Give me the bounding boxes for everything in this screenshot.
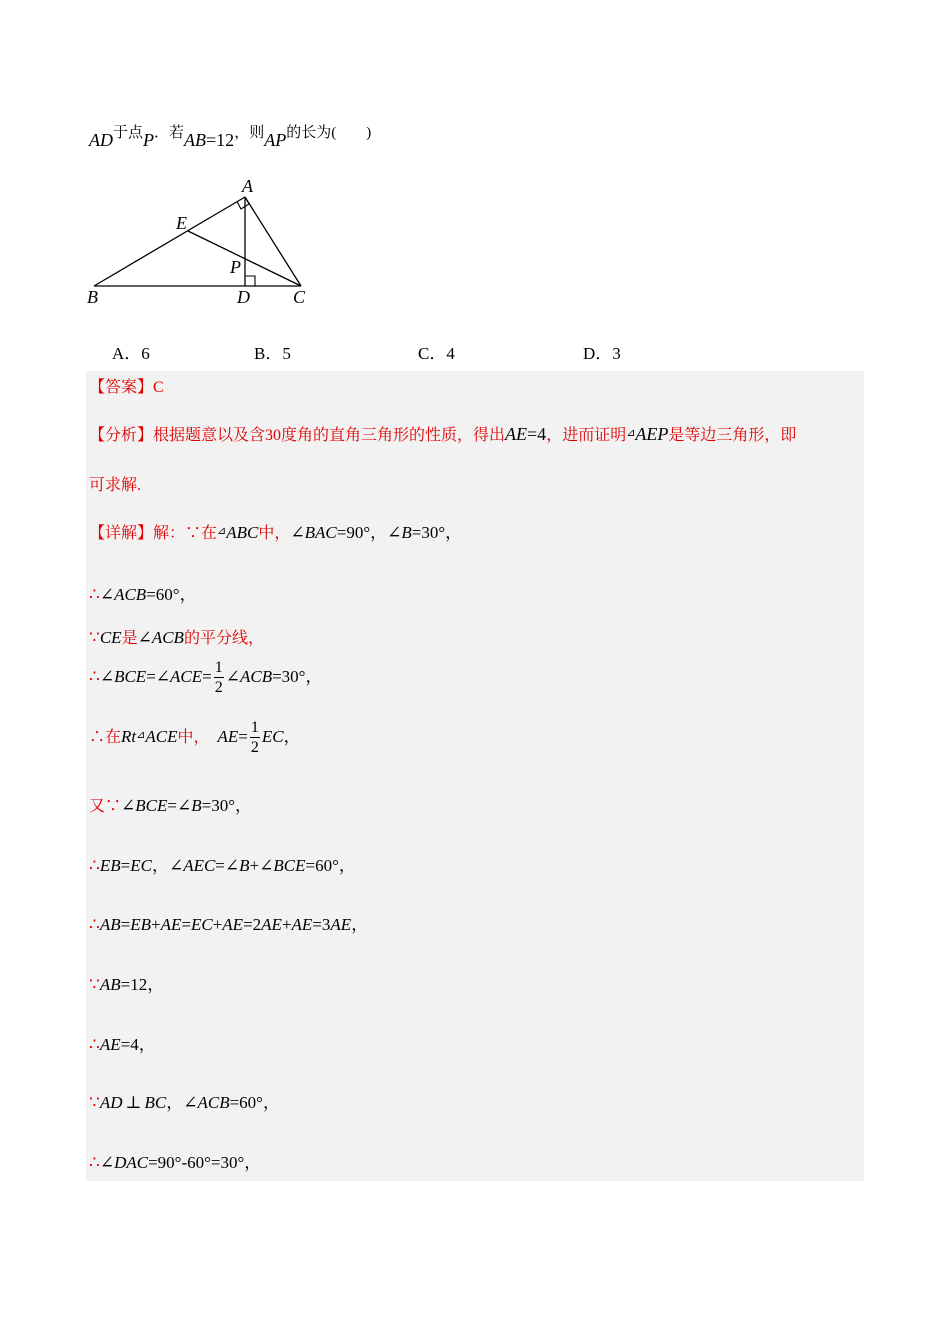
fraction-half [214,660,224,696]
detail-math: =30°， [411,523,463,542]
detail-math: = [215,856,225,875]
fraction-numerator: 1 [214,659,223,676]
detail-math: ACB [239,666,273,686]
therefore-symbol: ∴ [89,1153,100,1172]
therefore-symbol: ∴ [89,585,100,604]
detail-math: =60°， [305,856,356,875]
option-letter: D． [583,344,613,363]
fraction-numerator: 1 [250,719,259,736]
detail-math: = [120,915,131,934]
option-d[interactable] [583,339,621,364]
label-c: C [293,287,306,307]
fraction-denominator: 2 [250,739,259,756]
detail-math: = [202,666,212,686]
detail-math: ACB [114,585,147,604]
label-b: B [87,287,98,307]
detail-text: 中， [177,728,210,746]
angle-symbol: ∠ [121,796,136,815]
detail-math: AEC [183,856,216,875]
detail-math: ， [151,856,169,875]
label-a: A [242,176,253,196]
detail-math: =12， [120,975,165,994]
detail-line-5 [89,720,301,756]
detail-line-1 [89,518,462,543]
angle-symbol: ∠ [225,666,240,686]
detail-math: EC [261,726,284,746]
option-value: 5 [282,344,291,363]
detail-math: + [281,915,292,934]
angle-symbol: ∠ [183,1093,198,1112]
detail-math: + [212,915,223,934]
detail-math: =60°， [229,1093,280,1112]
detail-text: 是 [121,630,138,647]
option-letter: B． [254,344,283,363]
detail-math: BAC [304,523,337,542]
therefore-symbol: ∴ [89,1035,100,1054]
detail-math: B [401,523,412,542]
detail-math: BC [144,1093,167,1112]
detail-math: ， [283,726,301,746]
detail-math: ， [351,915,369,934]
option-value: 6 [141,344,150,363]
option-c[interactable] [418,339,455,364]
segment-ab [94,197,245,286]
answer-value: C [153,379,164,396]
detail-math: =30°， [201,796,252,815]
detail-math: =4， [120,1035,156,1054]
detail-line-3 [89,625,264,648]
question-text: ，则 [234,125,265,141]
right-angle-d [245,276,255,286]
angle-symbol: ∠ [224,856,240,875]
question-line [89,124,372,150]
triangle-figure [80,170,320,310]
analysis-line-1 [89,422,796,445]
question-text: 于点 [113,125,144,141]
detail-math: AE [160,915,182,934]
detail-math: AD [99,1093,123,1112]
detail-math: BCE [114,666,147,686]
detail-math: AE [222,915,244,934]
detail-line-2 [89,580,197,605]
label-p: P [230,257,241,277]
triangle-symbol: ⊿ [626,427,636,439]
detail-math: EC [190,915,213,934]
angle-symbol: ∠ [176,796,192,815]
detail-math: =60°， [146,585,197,604]
therefore-symbol: ∴ [89,666,100,686]
angle-symbol: ∠ [259,856,274,875]
detail-math: =90°-60°=30°， [148,1153,262,1172]
option-b[interactable] [254,339,291,364]
detail-tag: 【详解】 [89,525,154,542]
question-ap: AP [264,130,287,150]
detail-line-12 [89,1148,261,1173]
therefore-symbol: ∴ [89,856,100,875]
detail-text: 解： [153,525,186,542]
answer-tag: 【答案】 [89,379,154,396]
detail-math: AE [217,726,239,746]
analysis-text: 是等边三角形，即 [668,427,797,444]
detail-math: ACE [145,726,178,746]
triangle-symbol: ⊿ [217,525,227,537]
angle-symbol: ∠ [99,585,115,604]
angle-symbol: ∠ [99,666,115,686]
detail-line-8 [89,910,368,935]
therefore-symbol: ∴ [89,915,100,934]
detail-math: DAC [114,1153,149,1172]
label-d: D [237,287,250,307]
detail-math: AB [99,915,121,934]
analysis-text: 可求解. [89,477,142,494]
detail-math: CE [99,628,122,647]
option-letter: C． [418,344,447,363]
detail-math: ACB [151,628,184,647]
because-symbol: ∵ [89,628,100,647]
detail-math: = [181,915,191,934]
detail-math: =30°， [272,666,323,686]
detail-math: AE [99,1035,121,1054]
question-value: =12 [206,130,235,150]
question-ad: AD [89,130,113,150]
detail-math: =2 [243,915,262,934]
label-e: E [176,213,187,233]
angle-symbol: ∠ [387,523,402,542]
detail-math: EB [99,856,121,875]
detail-line-7 [89,851,356,876]
angle-symbol: ∠ [99,1153,115,1172]
question-text: 的长为( ) [286,125,372,141]
analysis-text: 根据题意以及含30度角的直角三角形的性质，得出 [153,427,506,444]
perpendicular-symbol: ⊥ [125,1093,142,1112]
detail-math: EC [130,856,152,875]
option-a[interactable] [112,339,150,364]
detail-math: + [249,856,260,875]
question-ab: AB [184,130,207,150]
detail-math: = [238,726,248,746]
option-value: 3 [612,344,621,363]
detail-math: ACB [197,1093,230,1112]
detail-math: ， [166,1093,184,1112]
analysis-tag: 【分析】 [89,427,154,444]
detail-math: ABC [226,523,259,542]
detail-line-4 [89,660,322,696]
detail-math: B [191,796,202,815]
detail-text: 又∵ [89,798,122,815]
detail-math: BCE [135,796,168,815]
detail-math: B [239,856,250,875]
detail-text: 中， [258,525,291,542]
triangle-symbol: ⊿ [136,728,146,741]
detail-text: ∴在 [89,728,122,746]
detail-math: ACE [170,666,203,686]
detail-math: EB [130,915,151,934]
analysis-math: AE [505,424,528,444]
analysis-text: ，进而证明 [546,427,627,444]
detail-math: =90°， [336,523,388,542]
because-symbol: ∵ [89,975,100,994]
angle-symbol: ∠ [168,856,184,875]
fraction-denominator: 2 [214,679,223,696]
angle-symbol: ∠ [137,628,152,647]
detail-math: BCE [273,856,306,875]
detail-line-11 [89,1088,280,1113]
detail-math: = [167,796,177,815]
detail-math: Rt [121,726,137,746]
option-value: 4 [446,344,455,363]
solution-panel [86,371,864,1181]
detail-math: = [120,856,131,875]
detail-math: AB [99,975,121,994]
detail-math: + [150,915,161,934]
angle-symbol: ∠ [290,523,305,542]
detail-math: AE [330,915,352,934]
detail-text: 的平分线， [183,630,264,647]
detail-line-9 [89,970,164,995]
detail-math: AE [261,915,282,934]
detail-line-6 [89,791,252,816]
question-p: P [143,130,155,150]
answer-line [89,374,164,397]
option-letter: A． [112,344,142,363]
question-text: ．若 [154,125,185,141]
fraction-half [250,720,260,756]
detail-math: = [146,666,156,686]
analysis-math: =4 [527,424,547,444]
detail-line-10 [89,1030,156,1055]
analysis-line-2 [89,472,141,495]
detail-math: AE [291,915,313,934]
detail-text: ∵在 [185,525,218,542]
analysis-math: AEP [635,424,669,444]
angle-symbol: ∠ [155,666,171,686]
detail-math: =3 [312,915,331,934]
because-symbol: ∵ [89,1093,100,1112]
